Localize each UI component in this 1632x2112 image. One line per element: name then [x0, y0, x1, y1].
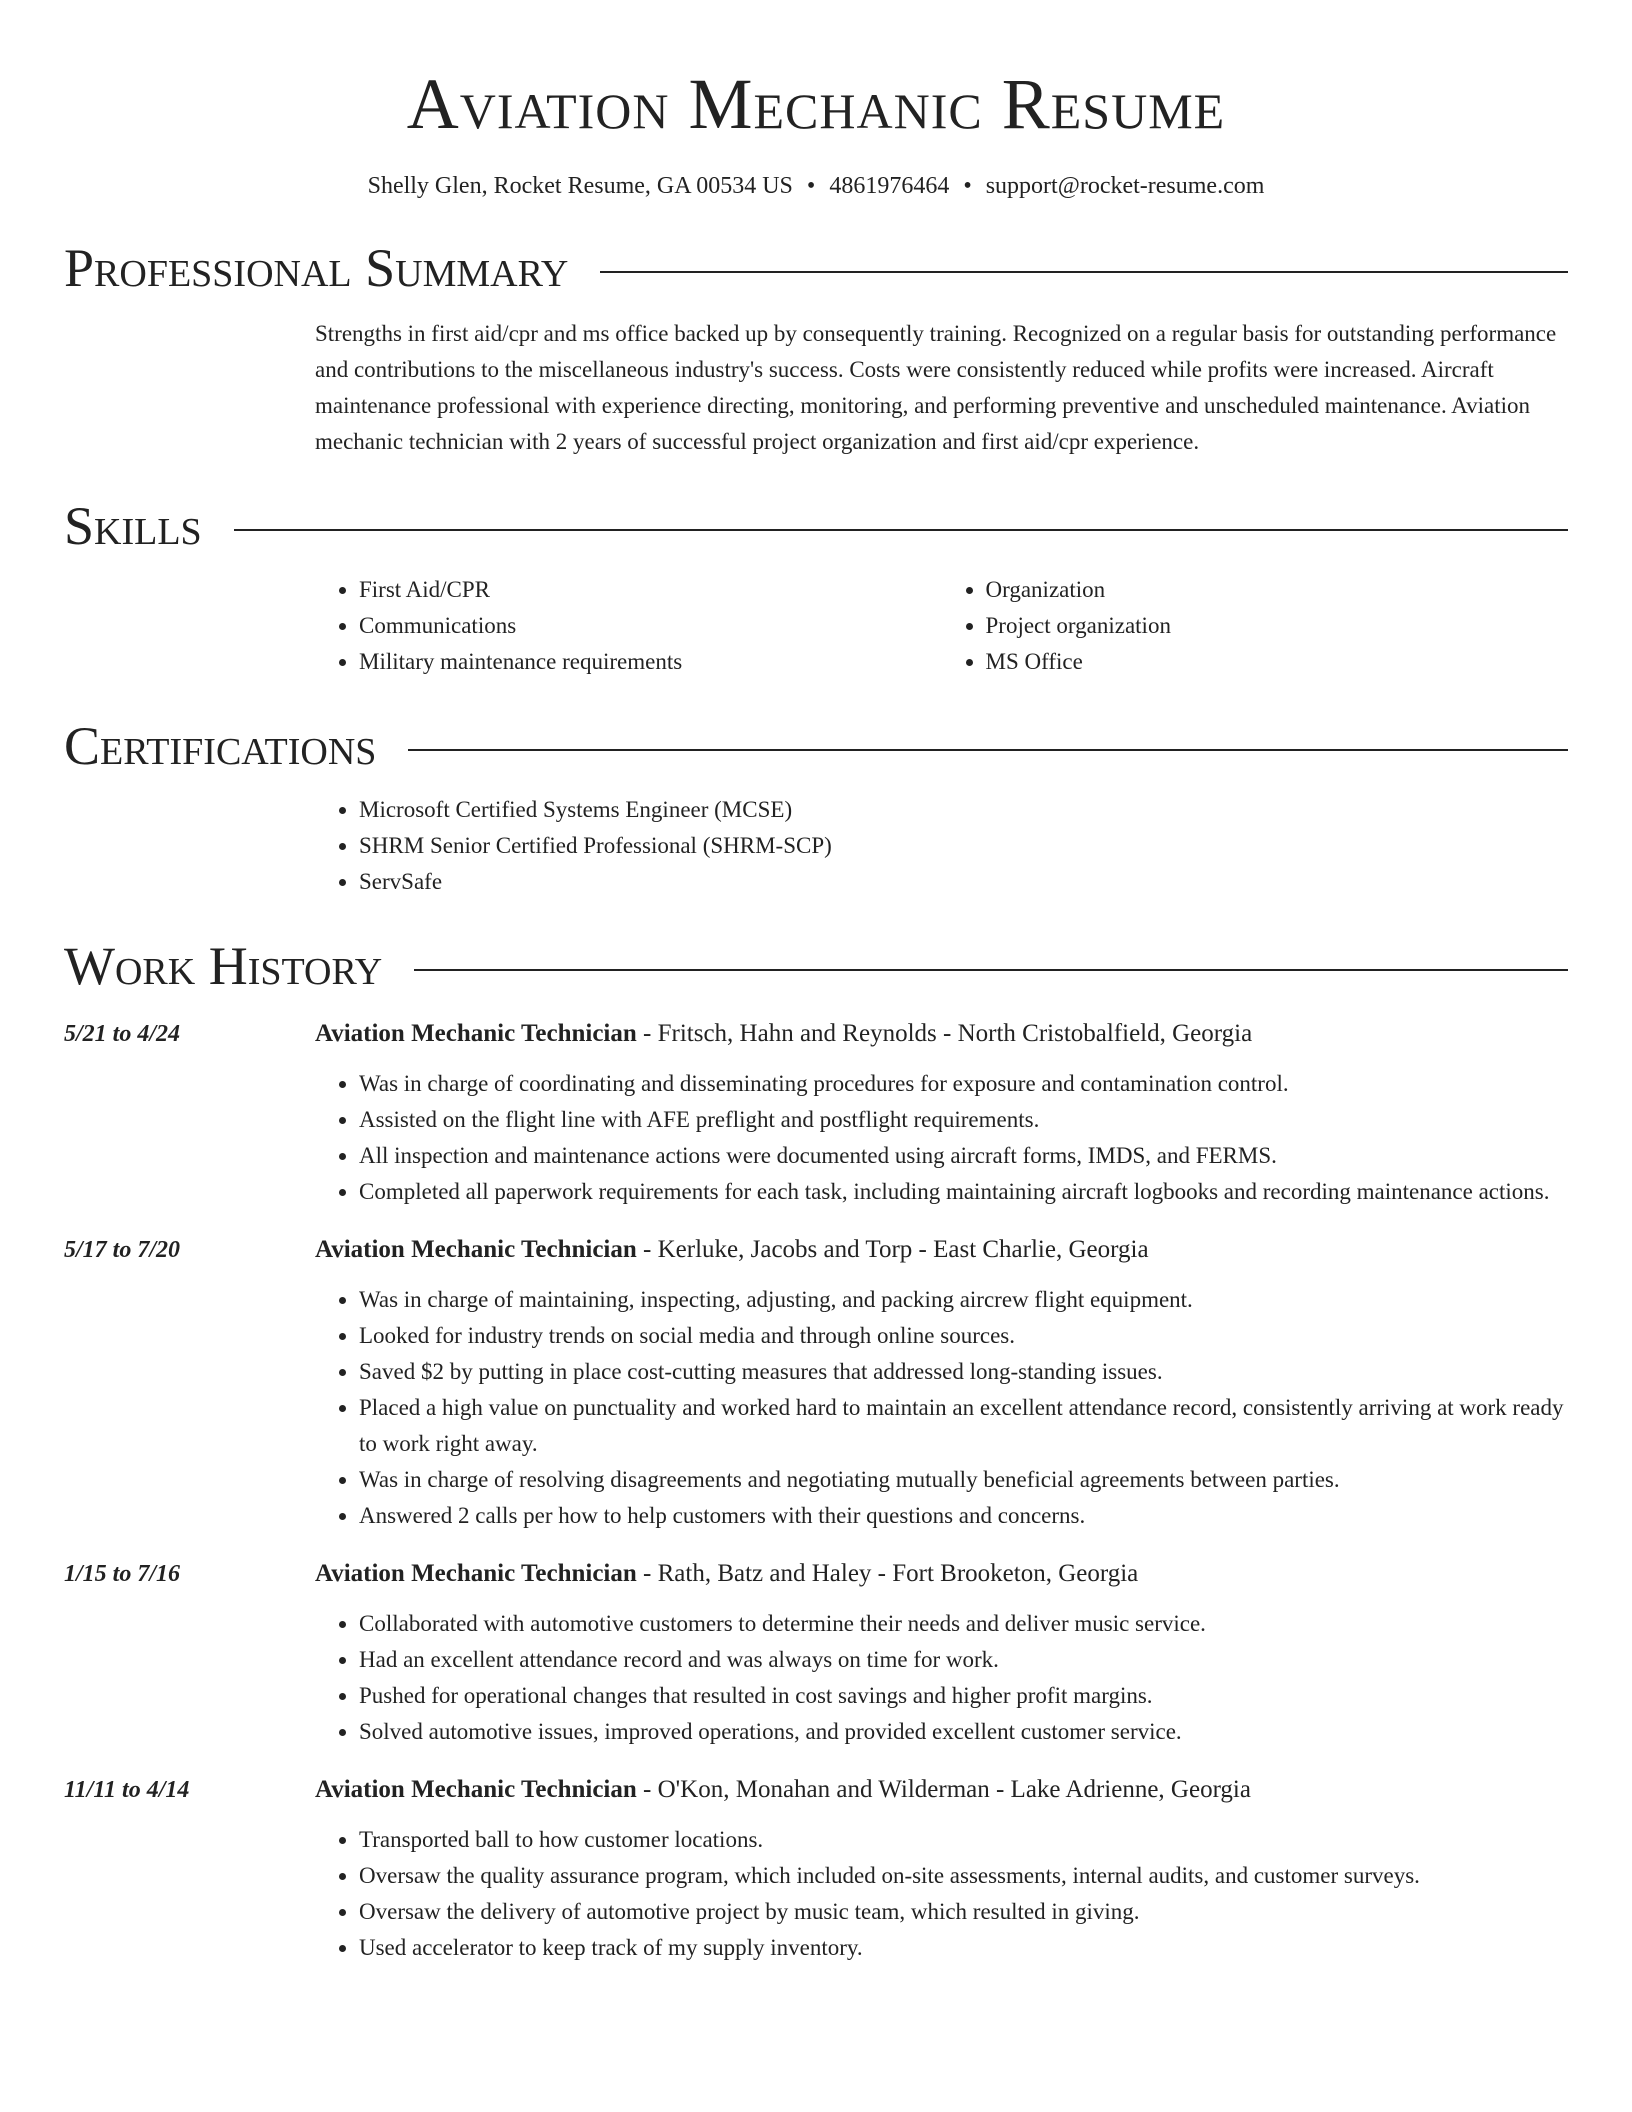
- job-details: [315, 1556, 1568, 1750]
- skill-item: • Military maintenance requirements: [359, 644, 942, 680]
- job-bullet: • All inspection and maintenance actions were documented using aircraft forms, IMDS, and FERMS.: [359, 1138, 1568, 1174]
- certifications-section-header: [64, 714, 1568, 778]
- certification-item: • SHRM Senior Certified Professional (SHRM-SCP): [359, 828, 1568, 864]
- job-bullet: • Completed all paperwork requirements for each task, including maintaining aircraft logbooks and recording maintenance actions.: [359, 1174, 1568, 1210]
- job-employer: - Fritsch, Hahn and Reynolds - North Cristobalfield, Georgia: [636, 1020, 1253, 1047]
- job-bullet: • Looked for industry trends on social media and through online sources.: [359, 1318, 1568, 1354]
- job-bullet: • Oversaw the quality assurance program, which included on-site assessments, internal audits, and customer surveys.: [359, 1858, 1568, 1894]
- section-divider: [234, 529, 1568, 531]
- job-bullet: • Assisted on the flight line with AFE preflight and postflight requirements.: [359, 1102, 1568, 1138]
- skill-item: • Organization: [986, 572, 1569, 608]
- job-bullets: [315, 1822, 1568, 1966]
- job-bullets: [315, 1606, 1568, 1750]
- job-entry: [64, 1232, 1568, 1534]
- contact-separator: •: [963, 173, 972, 199]
- certification-item: • ServSafe: [359, 864, 1568, 900]
- job-details: [315, 1772, 1568, 1966]
- job-employer: - O'Kon, Monahan and Wilderman - Lake Adrienne, Georgia: [636, 1776, 1251, 1803]
- skill-item: • Communications: [359, 608, 942, 644]
- skills-column-left: [315, 572, 942, 680]
- summary-heading: Professional Summary: [64, 238, 569, 298]
- skills-section-header: [64, 494, 1568, 558]
- job-dates: 1/15 to 7/16: [64, 1561, 181, 1587]
- contact-line: [64, 170, 1568, 202]
- summary-text: Strengths in first aid/cpr and ms office backed up by consequently training. Recognized on a regular basis for outstanding performance and contributions to the miscellaneous industry's success. Costs were consistently reduced while profits were increased. Aircraft maintenance professional with experience directing, monitoring, and performing preventive and unscheduled maintenance. Aviation mechanic technician with 2 years of successful project organization and first aid/cpr experience.: [315, 321, 1557, 454]
- job-bullet: • Placed a high value on punctuality and worked hard to maintain an excellent attendance record, consistently arriving at work ready to work right away.: [359, 1390, 1568, 1462]
- certification-item: • Microsoft Certified Systems Engineer (MCSE): [359, 792, 1568, 828]
- work-section-header: [64, 934, 1568, 998]
- job-bullet: • Was in charge of resolving disagreements and negotiating mutually beneficial agreements between parties.: [359, 1462, 1568, 1498]
- contact-separator: •: [806, 173, 816, 199]
- job-bullet: • Was in charge of coordinating and disseminating procedures for exposure and contamination control.: [359, 1066, 1568, 1102]
- section-divider: [408, 749, 1568, 751]
- job-dates: 5/17 to 7/20: [64, 1237, 181, 1263]
- job-bullets: [315, 1066, 1568, 1210]
- job-bullet: • Used accelerator to keep track of my supply inventory.: [359, 1930, 1568, 1966]
- section-divider: [414, 969, 1568, 971]
- job-employer: - Rath, Batz and Haley - Fort Brooketon, Georgia: [636, 1560, 1139, 1587]
- job-entry: [64, 1016, 1568, 1210]
- job-entry: [64, 1772, 1568, 1966]
- skills-heading: Skills: [64, 496, 202, 556]
- job-employer: - Kerluke, Jacobs and Torp - East Charlie, Georgia: [636, 1236, 1149, 1263]
- job-entry: [64, 1556, 1568, 1750]
- job-title-line: [315, 1016, 1568, 1052]
- job-bullet: • Saved $2 by putting in place cost-cutting measures that addressed long-standing issues.: [359, 1354, 1568, 1390]
- job-role: Aviation Mechanic Technician: [315, 1776, 637, 1803]
- job-bullet: • Transported ball to how customer locations.: [359, 1822, 1568, 1858]
- certifications-heading: Certifications: [64, 716, 377, 776]
- job-bullet: • Oversaw the delivery of automotive project by music team, which resulted in giving.: [359, 1894, 1568, 1930]
- summary-section-header: [64, 236, 1568, 300]
- job-bullet: • Had an excellent attendance record and was always on time for work.: [359, 1642, 1568, 1678]
- job-role: Aviation Mechanic Technician: [315, 1020, 637, 1047]
- job-role: Aviation Mechanic Technician: [315, 1236, 637, 1263]
- skill-item: • First Aid/CPR: [359, 572, 942, 608]
- job-bullets: [315, 1282, 1568, 1534]
- resume-title: Aviation Mechanic Resume: [406, 64, 1226, 144]
- job-details: [315, 1232, 1568, 1534]
- job-bullet: • Answered 2 calls per how to help customers with their questions and concerns.: [359, 1498, 1568, 1534]
- job-role: Aviation Mechanic Technician: [315, 1560, 637, 1587]
- job-bullet: • Pushed for operational changes that resulted in cost savings and higher profit margins.: [359, 1678, 1568, 1714]
- job-dates: 5/21 to 4/24: [64, 1021, 181, 1047]
- job-title-line: [315, 1232, 1568, 1268]
- job-title-line: [315, 1772, 1568, 1808]
- section-divider: [600, 271, 1568, 273]
- contact-address: Shelly Glen, Rocket Resume, GA 00534 US: [367, 173, 793, 199]
- work-history-list: [64, 1016, 1568, 1966]
- skills-list: [315, 572, 1568, 680]
- job-title-line: [315, 1556, 1568, 1592]
- skill-item: • MS Office: [986, 644, 1569, 680]
- skills-column-right: [942, 572, 1569, 680]
- skill-item: • Project organization: [986, 608, 1569, 644]
- certifications-list: [315, 792, 1568, 900]
- contact-phone: 4861976464: [829, 173, 950, 199]
- job-bullet: • Solved automotive issues, improved operations, and provided excellent customer service.: [359, 1714, 1568, 1750]
- contact-email: support@rocket-resume.com: [985, 173, 1265, 199]
- work-heading: Work History: [64, 936, 383, 996]
- job-details: [315, 1016, 1568, 1210]
- job-dates: 11/11 to 4/14: [64, 1777, 190, 1803]
- job-bullet: • Collaborated with automotive customers to determine their needs and deliver music service.: [359, 1606, 1568, 1642]
- job-bullet: • Was in charge of maintaining, inspecting, adjusting, and packing aircrew flight equipment.: [359, 1282, 1568, 1318]
